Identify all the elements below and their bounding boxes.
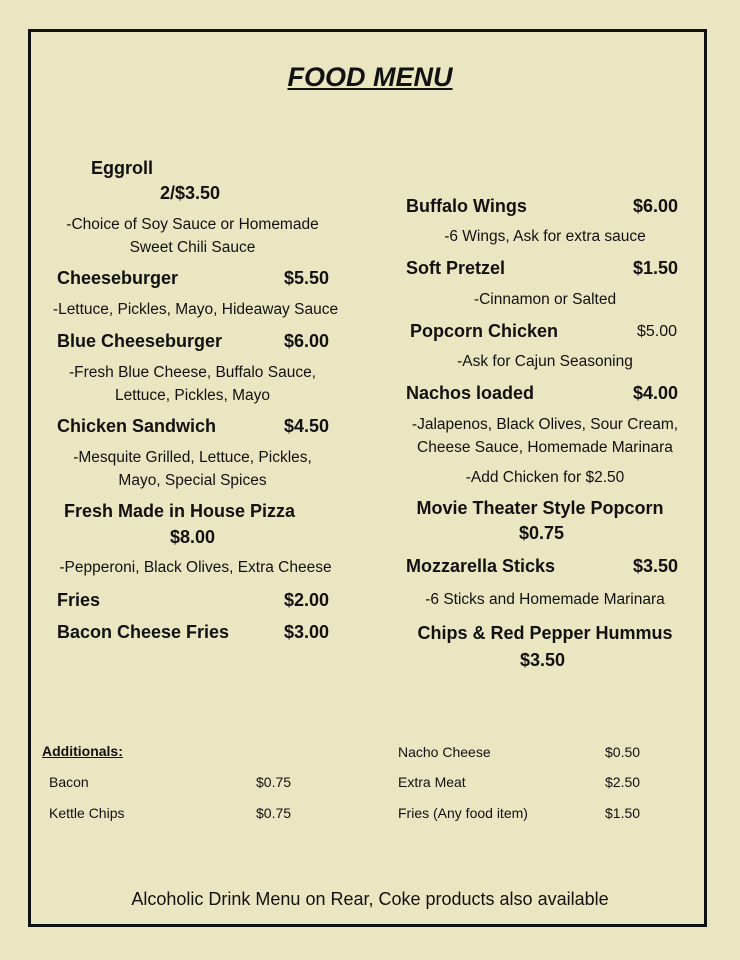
chicken-sandwich-name: Chicken Sandwich (57, 416, 217, 436)
additional-fries-price: $1.50 (605, 805, 641, 821)
pizza-name: Fresh Made in House Pizza (64, 501, 296, 521)
eggroll-price: 2/$3.50 (160, 183, 221, 203)
blue-cheeseburger-desc-line2: Lettuce, Pickles, Mayo (114, 387, 271, 404)
popcorn-chicken-desc: -Ask for Cajun Seasoning (457, 353, 633, 370)
pizza-desc: -Pepperoni, Black Olives, Extra Cheese (59, 559, 332, 576)
cheeseburger-desc: -Lettuce, Pickles, Mayo, Hideaway Sauce (52, 301, 339, 318)
bacon-cheese-fries-price: $3.00 (284, 622, 330, 642)
soft-pretzel-desc: -Cinnamon or Salted (473, 291, 617, 308)
chicken-sandwich-desc-line1: -Mesquite Grilled, Lettuce, Pickles, (73, 449, 312, 466)
additional-nacho-cheese-name: Nacho Cheese (398, 744, 491, 760)
eggroll-desc-line2: Sweet Chili Sauce (129, 239, 256, 256)
additional-kettle-chips-name: Kettle Chips (49, 805, 125, 821)
soft-pretzel-name: Soft Pretzel (406, 258, 506, 278)
hummus-price: $3.50 (520, 650, 566, 670)
nachos-name: Nachos loaded (406, 383, 535, 403)
chicken-sandwich-desc-line2: Mayo, Special Spices (118, 472, 267, 489)
fries-name: Fries (57, 590, 101, 610)
blue-cheeseburger-desc (40, 361, 345, 407)
eggroll-name: Eggroll (91, 158, 153, 178)
buffalo-wings-price: $6.00 (633, 196, 679, 216)
blue-cheeseburger-desc-line1: -Fresh Blue Cheese, Buffalo Sauce, (69, 364, 316, 381)
popcorn-price: $0.75 (519, 523, 565, 543)
footer-note: Alcoholic Drink Menu on Rear, Coke products also available (131, 889, 609, 909)
cheeseburger-name: Cheeseburger (57, 268, 179, 288)
additional-bacon-price: $0.75 (256, 774, 292, 790)
menu-title: FOOD MENU (287, 62, 453, 92)
hummus-name: Chips & Red Pepper Hummus (417, 623, 673, 643)
popcorn-name: Movie Theater Style Popcorn (416, 498, 664, 518)
nachos-desc-line2: Cheese Sauce, Homemade Marinara (417, 439, 673, 456)
additional-nacho-cheese-price: $0.50 (605, 744, 641, 760)
popcorn-chicken-price: $5.00 (637, 323, 678, 340)
bacon-cheese-fries-name: Bacon Cheese Fries (57, 622, 230, 642)
nachos-desc-line1: -Jalapenos, Black Olives, Sour Cream, (411, 416, 679, 433)
chicken-sandwich-price: $4.50 (284, 416, 330, 436)
popcorn-chicken-name: Popcorn Chicken (410, 321, 559, 341)
cheeseburger-price: $5.50 (284, 268, 330, 288)
mozzarella-desc: -6 Sticks and Homemade Marinara (425, 591, 665, 608)
mozzarella-name: Mozzarella Sticks (406, 556, 556, 576)
nachos-desc (390, 413, 700, 489)
eggroll-desc-line1: -Choice of Soy Sauce or Homemade (66, 216, 319, 233)
additional-bacon-name: Bacon (49, 774, 89, 790)
soft-pretzel-price: $1.50 (633, 258, 679, 278)
additional-extra-meat-price: $2.50 (605, 774, 641, 790)
additional-fries-name: Fries (Any food item) (398, 805, 528, 821)
pizza-price: $8.00 (170, 527, 216, 547)
mozzarella-price: $3.50 (633, 556, 679, 576)
buffalo-wings-name: Buffalo Wings (406, 196, 527, 216)
additional-extra-meat-name: Extra Meat (398, 774, 466, 790)
chicken-sandwich-desc (40, 446, 345, 492)
eggroll-desc (40, 213, 345, 259)
nachos-desc-line3: -Add Chicken for $2.50 (465, 469, 625, 486)
nachos-price: $4.00 (633, 383, 679, 403)
additionals-label: Additionals: (42, 743, 123, 759)
blue-cheeseburger-price: $6.00 (284, 331, 330, 351)
additional-kettle-chips-price: $0.75 (256, 805, 292, 821)
buffalo-wings-desc: -6 Wings, Ask for extra sauce (444, 228, 646, 245)
blue-cheeseburger-name: Blue Cheeseburger (57, 331, 223, 351)
fries-price: $2.00 (284, 590, 330, 610)
